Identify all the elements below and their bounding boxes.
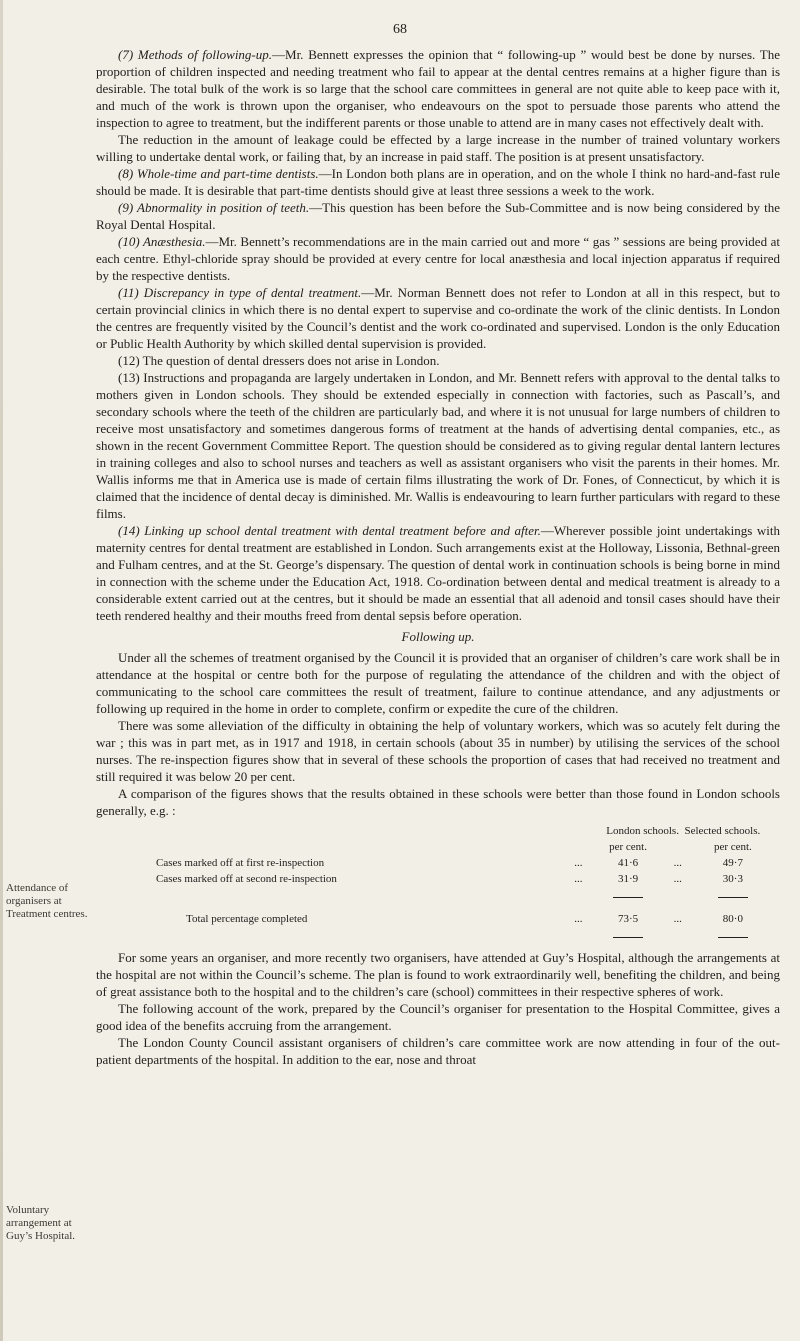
paragraph-following-2: There was some alleviation of the difficulty in obtaining the help of voluntary workers, which was so acutely felt during the war ; this was in part met, as in 1917 and 1918, in certain schools (about 35 in number) by utilising the services of the school nurses. The re-inspection figures show that in several of these schools the proportion of cases that had received no treatment and still required it was below 20 per cent. [96,718,780,784]
comparison-table [126,823,766,943]
paragraph-following-3: A comparison of the figures shows that the results obtained in these schools were better than those found in London schools generally, e.g. : [96,786,780,818]
paragraph-13: (13) Instructions and propaganda are largely undertaken in London, and Mr. Bennett refers with approval to the dental talks to mothers given in London schools. They should be extended especially in connection with factories, such as Pascall’s, and secondary schools where the teeth of the children are particularly bad, and where it is not unusual for large numbers of children to receive most unsatisfactory and sometimes dangerous forms of treatment at the hands of advertising dental companies, etc., as shown in the recent Government Committee Report. The question should be considered as to giving regular dental lantern lectures in training colleges and also to school nurses and teachers as well as assistant organisers who visit the parents in their homes. Mr. Wallis informs me that in America use is made of certain films illustrating the work of Dr. Fones, of Connecticut, by which it is claimed that the incidence of dental decay is diminished. Mr. Wallis is endeavouring to learn further particulars with regard to these films. [96,370,780,521]
total-london: 73·5 [617,913,639,925]
table-rule-row [126,887,766,903]
heading-discrepancy: (11) Discrepancy in type of dental treatment. [118,285,362,300]
table-row [126,871,766,887]
paragraph-11 [96,284,780,352]
leader-dots: ... [673,913,682,925]
paragraph-guys-2: The following account of the work, prepared by the Council’s organiser for presentation to the Hospital Committee, gives a good idea of the benefits accruing from the arrangement. [96,1001,780,1033]
heading-methods-following-up: (7) Methods of following-up. [118,47,273,62]
paragraph-10-text: —Mr. Bennett’s recommendations are in the main carried out and more “ gas ” sessions are being provided at each centre. Ethyl-chloride spray should be provided at every centre for local anæsthesia and local injection apparatus if required by the respective dentists. [96,234,780,283]
paragraph-7b: The reduction in the amount of leakage could be effected by a large increase in the number of trained voluntary workers willing to undertake dental work, or failing that, by an increase in paid staff. The position is at present unsatisfactory. [96,132,780,164]
margin-note-voluntary: Voluntary arrangement at Guy’s Hospital. [6,1204,76,1242]
paragraph-8 [96,165,780,199]
paragraph-12: (12) The question of dental dressers does not arise in London. [118,353,440,368]
sum-rule [718,897,748,898]
paragraph-guys-1: For some years an organiser, and more recently two organisers, have attended at Guy’s Hospital, although the arrangements at the hospital are not within the Council’s scheme. The plan is found to work extraordinarily well, benefiting the children, and being of great assistance both to the hospital and to the children’s care (school) committees in their respective spheres of work. [96,950,780,999]
selected-value: 30·3 [722,873,743,885]
col-selected-header: Selected schools. [684,825,761,837]
row-label: Cases marked off at second re-inspection [156,873,337,885]
paragraph-following-1: Under all the schemes of treatment organised by the Council it is provided that an organiser of children’s care work shall be in attendance at the hospital or centre both for the purpose of regulating the attendance of the children and with the object of communicating to the school care committees the result of treatment, failure to continue attendance, and any adjustments or following up required in the home in order to complete, confirm or expedite the cure of the children. [96,650,780,716]
paragraph-8-text: —In London both plans are in operation, and on the whole I think no hard-and-fast rule should be made. It is desirable that part-time dentists should give at least three sessions a week to the work. [96,166,780,198]
paragraph-14 [96,522,780,624]
table-unit-row [126,839,766,855]
row-label: Cases marked off at first re-inspection [156,857,325,869]
heading-whole-time-dentists: (8) Whole-time and part-time dentists. [118,166,319,181]
page-number: 68 [393,22,407,37]
heading-abnormality: (9) Abnormality in position of teeth. [118,200,310,215]
heading-anaesthesia: (10) Anæsthesia. [118,234,206,249]
col-london-header: London schools. [606,825,679,837]
paragraph-9 [96,199,780,233]
london-value: 31·9 [617,873,639,885]
leader-dots: ... [574,913,583,925]
heading-linking-up: (14) Linking up school dental treatment with dental treatment before and after. [118,523,541,538]
london-value: 41·6 [617,857,639,869]
unit-london: per cent. [609,841,647,853]
margin-note-attendance: Attendance of organisers at Treatment centres. [6,882,88,920]
paragraph-7 [96,46,780,131]
paragraph-7-text: —Mr. Bennett expresses the opinion that “ following-up ” would best be done by nurses. The proportion of children inspected and needing treatment who fail to appear at the dental centres remains at a higher figure than is desirable. The total bulk of the work is so large that the school care committees in general are not quite able to keep pace with it, and much of the work is thrown upon the organiser, who endeavours on the spot to persuade those parents who attend the inspection to agree to treatment, but the indifferent parents or those unable to attend are in many cases not effectively dealt with. [96,47,780,130]
leader-dots: ... [574,873,583,885]
sum-rule [613,897,643,898]
selected-value: 49·7 [722,857,743,869]
leader-dots: ... [673,873,682,885]
total-label: Total percentage completed [186,913,308,925]
page-edge [0,0,3,1341]
table-rule-row [126,927,766,943]
unit-selected: per cent. [713,841,752,853]
leader-dots: ... [673,857,682,869]
section-heading-following-up: Following up. [401,629,475,644]
paragraph-14-text: —Wherever possible joint undertakings with maternity centres for dental treatment are established in London. Such arrangements exist at the Holloway, Lissonia, Bethnal-green and Fulham centres, and at the St. George’s dispensary. The question of dental work in continuation schools is being borne in mind in connection with the scheme under the Education Act, 1918. Co-ordination between dental and medical treatment is already to a considerable extent carried out at the centres, but it should be made an essential that all adenoid and tonsil cases should have their teeth rendered healthy and their mouths freed from dental sepsis before operation. [96,523,780,623]
table-header-row [126,823,766,839]
table-row [126,855,766,871]
leader-dots: ... [574,857,583,869]
paragraph-guys-3: The London County Council assistant organisers of children’s care committee work are now attending in four of the out-patient departments of the hospital. In addition to the ear, nose and throat [96,1035,780,1067]
document-body [96,46,780,1068]
paragraph-10 [96,233,780,284]
table-total-row [126,903,766,927]
total-selected: 80·0 [722,913,743,925]
sum-rule [718,937,748,938]
sum-rule [613,937,643,938]
paragraph-9-text: —This question has been before the Sub-Committee and is now being considered by the Royal Dental Hospital. [96,200,780,232]
paragraph-11-text: —Mr. Norman Bennett does not refer to London at all in this respect, but to certain provincial clinics in which there is no dental expert to supervise and co-ordinate the work of the clinic dentists. In London the centres are frequently visited by the Council’s dentist and the work co-ordinated and supervised. London is the only Education or Public Health Authority by which skilled dental supervision is provided. [96,285,780,351]
